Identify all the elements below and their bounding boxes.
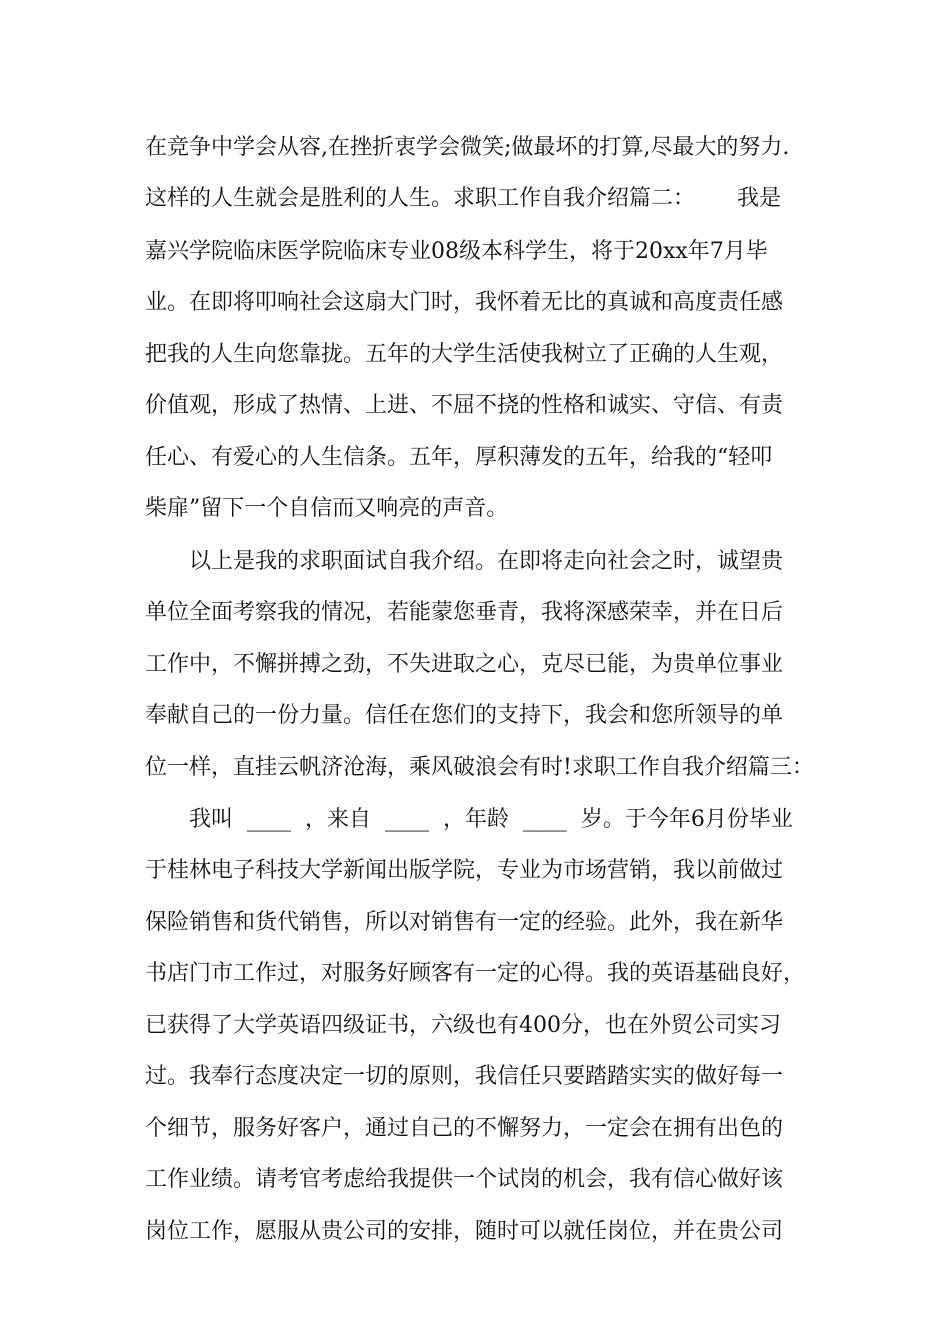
- paragraph-first-line: 以上是我的求职面试自我介绍。在即将走向社会之时，诚望贵: [189, 549, 784, 574]
- text-line: 书店门市工作过，对服务好顾客有一定的心得。我的英语基础良好，: [145, 961, 806, 986]
- text-line: 工作业绩。请考官考虑给我提供一个试岗的机会，我有信心做好该: [145, 1167, 784, 1192]
- paragraph-first-line: 我叫 ____ ，来自 ____ ，年龄 ____ 岁。于今年6月份毕业: [189, 807, 793, 832]
- text-line: 业。在即将叩响社会这扇大门时，我怀着无比的真诚和高度责任感: [145, 290, 784, 315]
- text-line: 柴扉”留下一个自信而又响亮的声音。: [145, 496, 509, 521]
- text-line: 已获得了大学英语四级证书，六级也有400分，也在外贸公司实习: [145, 1013, 781, 1038]
- text-line: 个细节，服务好客户，通过自己的不懈努力，一定会在拥有出色的: [145, 1116, 784, 1141]
- text-line: 岗位工作，愿服从贵公司的安排，随时可以就任岗位，并在贵公司: [145, 1219, 784, 1244]
- text-line: 单位全面考察我的情况，若能蒙您垂青，我将深感荣幸，并在日后: [145, 600, 784, 625]
- text-line: 于桂林电子科技大学新闻出版学院，专业为市场营销，我以前做过: [145, 858, 784, 883]
- text-line: 任心、有爱心的人生信条。五年，厚积薄发的五年，给我的“轻叩: [145, 445, 773, 470]
- text-line: 过。我奉行态度决定一切的原则，我信任只要踏踏实实的做好每一: [145, 1064, 784, 1089]
- text-line: 这样的人生就会是胜利的人生。求职工作自我介绍篇二： 我是: [145, 186, 781, 211]
- text-line: 位一样，直挂云帆济沧海，乘风破浪会有时!求职工作自我介绍篇三：: [145, 755, 814, 780]
- text-line: 在竞争中学会从容,在挫折衷学会微笑;做最坏的打算,尽最大的努力.: [145, 135, 790, 160]
- text-line: 嘉兴学院临床医学院临床专业08级本科学生，将于20xx年7月毕: [145, 239, 768, 264]
- text-line: 把我的人生向您靠拢。五年的大学生活使我树立了正确的人生观，: [145, 342, 784, 367]
- text-line: 奉献自己的一份力量。信任在您们的支持下，我会和您所领导的单: [145, 703, 784, 728]
- text-line: 工作中，不懈拼搏之劲，不失进取之心，克尽已能，为贵单位事业: [145, 652, 784, 677]
- text-line: 价值观，形成了热情、上进、不屈不挠的性格和诚实、守信、有责: [145, 393, 784, 418]
- text-line: 保险销售和货代销售，所以对销售有一定的经验。此外，我在新华: [145, 910, 784, 935]
